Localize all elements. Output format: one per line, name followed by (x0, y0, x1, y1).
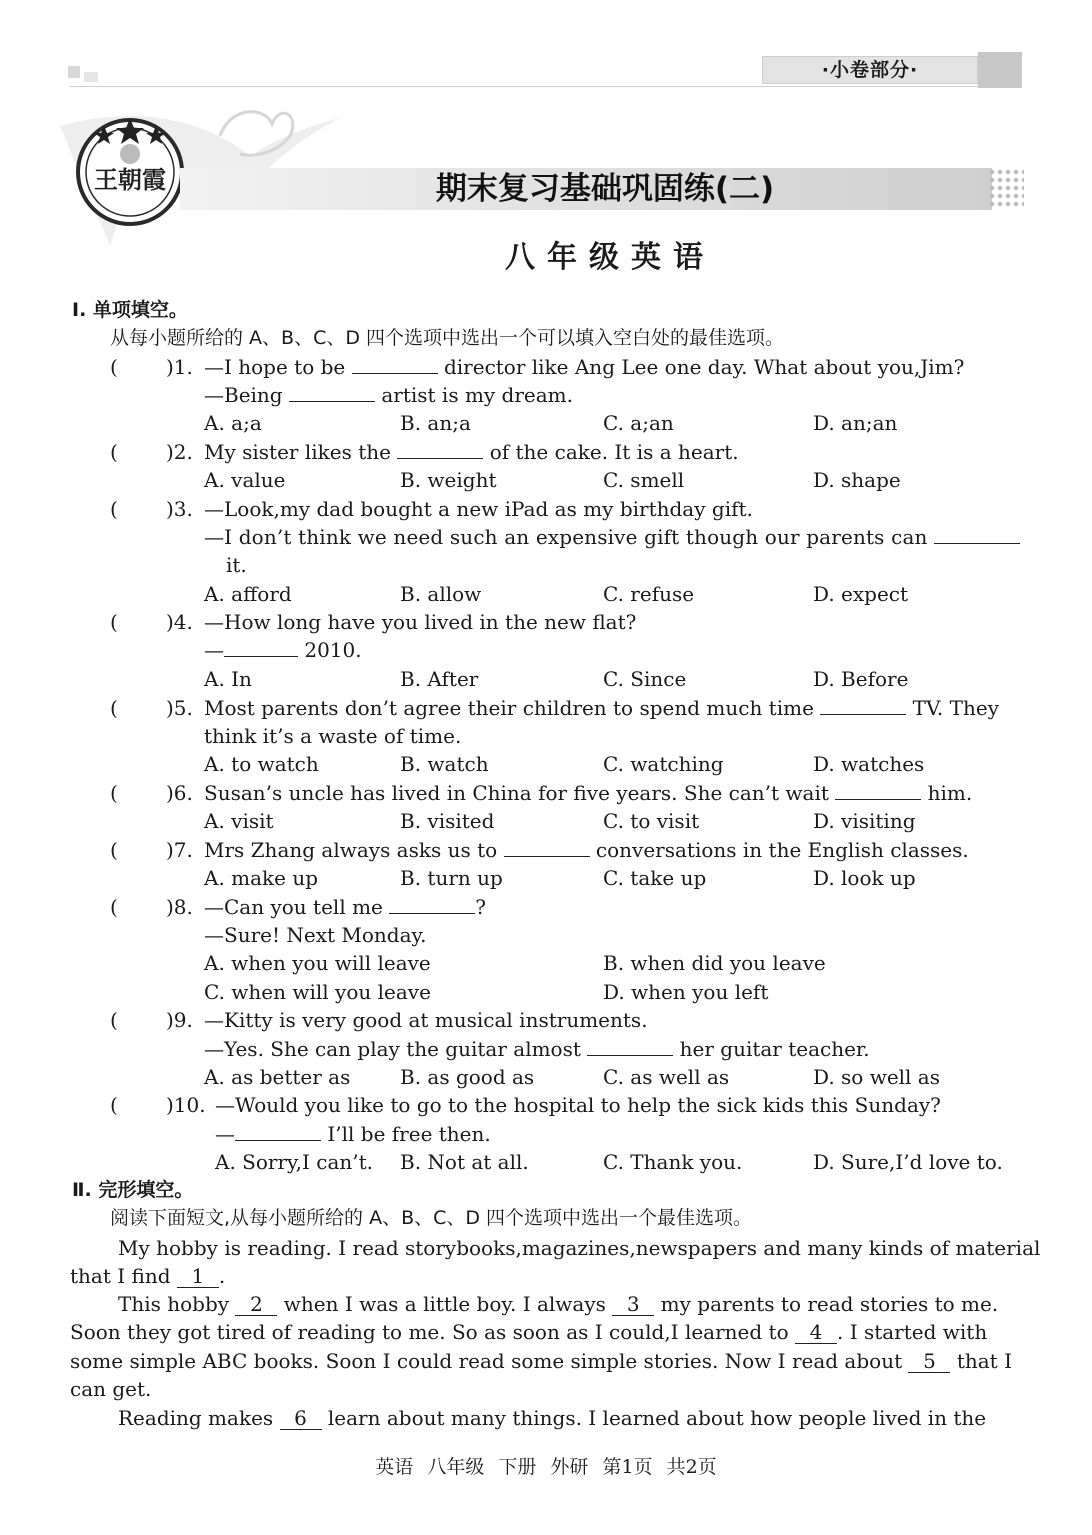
section-tag-block (978, 52, 1022, 88)
passage-p2-line1: This hobby 2 when I was a little boy. I always 3 my parents to read stories to me. (118, 1292, 999, 1316)
q7-line1: Mrs Zhang always asks us to conversations in the English classes. (204, 838, 969, 862)
passage-p1-line1: My hobby is reading. I read storybooks,magazines,newspapers and many kinds of material (118, 1236, 1041, 1260)
q4-line2: — 2010. (204, 638, 362, 662)
q9-line2: —Yes. She can play the guitar almost her guitar teacher. (204, 1037, 870, 1061)
q5-option-b: B. watch (400, 752, 489, 776)
q8-option-b: B. when did you leave (603, 951, 826, 975)
q1-line2: —Being artist is my dream. (204, 383, 574, 407)
blank-6[interactable]: 6 (280, 1407, 322, 1430)
q7-option-b: B. turn up (400, 866, 503, 890)
q4-option-d: D. Before (813, 667, 909, 691)
q3-option-a: A. afford (204, 582, 292, 606)
q9-line1: —Kitty is very good at musical instruments. (204, 1008, 648, 1032)
q6-number: )6. (166, 781, 193, 805)
q3-number: )3. (166, 497, 193, 521)
passage-p1-line2: that I find 1 . (70, 1264, 226, 1288)
q10-option-a: A. Sorry,I can’t. (215, 1150, 374, 1174)
blank-3[interactable]: 3 (612, 1293, 654, 1316)
q4-option-a: A. In (204, 667, 252, 691)
q1-option-a: A. a;a (204, 411, 262, 435)
logo-text: 王朝霞 (94, 165, 166, 194)
q4-option-c: C. Since (603, 667, 687, 691)
q2-option-b: B. weight (400, 468, 497, 492)
q6-option-d: D. visiting (813, 809, 916, 833)
q9-paren: ( (110, 1008, 118, 1032)
part1-heading: Ⅰ. 单项填空。 (72, 299, 188, 321)
q6-paren: ( (110, 781, 118, 805)
q7-option-c: C. take up (603, 866, 707, 890)
q5-number: )5. (166, 696, 193, 720)
q10-line2: — I’ll be free then. (215, 1122, 491, 1146)
q1-option-b: B. an;a (400, 411, 471, 435)
q8-paren: ( (110, 895, 118, 919)
q10-option-d: D. Sure,I’d love to. (813, 1150, 1003, 1174)
logo-seal-icon (74, 114, 186, 226)
q2-paren: ( (110, 440, 118, 464)
page-title: 期末复习基础巩固练(二) (435, 171, 775, 207)
passage-p2-line3: some simple ABC books. Soon I could read some simple stories. Now I read about 5 that I (70, 1349, 1012, 1373)
q8-line2: —Sure! Next Monday. (204, 923, 427, 947)
q9-option-d: D. so well as (813, 1065, 940, 1089)
q1-option-d: D. an;an (813, 411, 898, 435)
q9-number: )9. (166, 1008, 193, 1032)
q7-option-a: A. make up (204, 866, 319, 890)
q10-number: )10. (166, 1093, 206, 1117)
q1-paren: ( (110, 355, 118, 379)
passage-p3-line1: Reading makes 6 learn about many things. I learned about how people lived in the (118, 1406, 987, 1430)
q2-line1: My sister likes the of the cake. It is a heart. (204, 440, 739, 464)
q1-line1: —I hope to be director like Ang Lee one day. What about you,Jim? (204, 355, 965, 379)
header-rule (70, 86, 1022, 87)
q9-option-b: B. as good as (400, 1065, 535, 1089)
q5-line2: think it’s a waste of time. (204, 724, 462, 748)
part1-instruction: 从每小题所给的 A、B、C、D 四个选项中选出一个可以填入空白处的最佳选项。 (110, 327, 785, 349)
q3-option-d: D. expect (813, 582, 909, 606)
q6-option-c: C. to visit (603, 809, 700, 833)
q1-number: )1. (166, 355, 193, 379)
passage-p2-line2: Soon they got tired of reading to me. So as soon as I could,I learned to 4 . I started with (70, 1320, 988, 1344)
q4-number: )4. (166, 610, 193, 634)
q3-paren: ( (110, 497, 118, 521)
q6-line1: Susan’s uncle has lived in China for five years. She can’t wait him. (204, 781, 973, 805)
q1-option-c: C. a;an (603, 411, 674, 435)
q2-option-a: A. value (204, 468, 286, 492)
q4-option-b: B. After (400, 667, 479, 691)
q3-option-c: C. refuse (603, 582, 695, 606)
page-footer: 英语 八年级 下册 外研 第1页 共2页 (375, 1456, 717, 1478)
title-dots-decoration (988, 168, 1024, 210)
q2-number: )2. (166, 440, 193, 464)
q7-option-d: D. look up (813, 866, 916, 890)
q2-option-c: C. smell (603, 468, 685, 492)
q3-line3: it. (226, 553, 247, 577)
q9-option-a: A. as better as (204, 1065, 351, 1089)
q5-paren: ( (110, 696, 118, 720)
blank-2[interactable]: 2 (235, 1293, 277, 1316)
q5-option-a: A. to watch (204, 752, 319, 776)
corner-decoration (84, 72, 98, 82)
corner-decoration (68, 66, 80, 78)
q3-line2: —I don’t think we need such an expensive gift though our parents can (204, 525, 1020, 549)
q8-option-a: A. when you will leave (204, 951, 431, 975)
q8-line1: —Can you tell me ? (204, 895, 486, 919)
q10-option-b: B. Not at all. (400, 1150, 529, 1174)
section-tag: ·小卷部分· (762, 56, 978, 84)
q8-option-d: D. when you left (603, 980, 769, 1004)
q4-paren: ( (110, 610, 118, 634)
blank-1[interactable]: 1 (177, 1265, 219, 1288)
q6-option-b: B. visited (400, 809, 495, 833)
q5-line1: Most parents don’t agree their children to spend much time TV. They (204, 696, 999, 720)
passage-p2-line4: can get. (70, 1377, 152, 1401)
blank-4[interactable]: 4 (795, 1321, 837, 1344)
q9-option-c: C. as well as (603, 1065, 730, 1089)
q10-line1: —Would you like to go to the hospital to help the sick kids this Sunday? (215, 1093, 941, 1117)
q5-option-d: D. watches (813, 752, 925, 776)
page-subtitle: 八年级英语 (505, 240, 715, 275)
q10-option-c: C. Thank you. (603, 1150, 743, 1174)
q3-option-b: B. allow (400, 582, 482, 606)
q8-option-c: C. when will you leave (204, 980, 431, 1004)
q10-paren: ( (110, 1093, 118, 1117)
q2-option-d: D. shape (813, 468, 901, 492)
q8-number: )8. (166, 895, 193, 919)
q5-option-c: C. watching (603, 752, 724, 776)
part2-heading: Ⅱ. 完形填空。 (72, 1179, 194, 1201)
blank-5[interactable]: 5 (908, 1350, 950, 1373)
part2-instruction: 阅读下面短文,从每小题所给的 A、B、C、D 四个选项中选出一个最佳选项。 (110, 1207, 753, 1229)
q4-line1: —How long have you lived in the new flat? (204, 610, 637, 634)
q7-number: )7. (166, 838, 193, 862)
q6-option-a: A. visit (204, 809, 274, 833)
q3-line1: —Look,my dad bought a new iPad as my birthday gift. (204, 497, 753, 521)
q7-paren: ( (110, 838, 118, 862)
